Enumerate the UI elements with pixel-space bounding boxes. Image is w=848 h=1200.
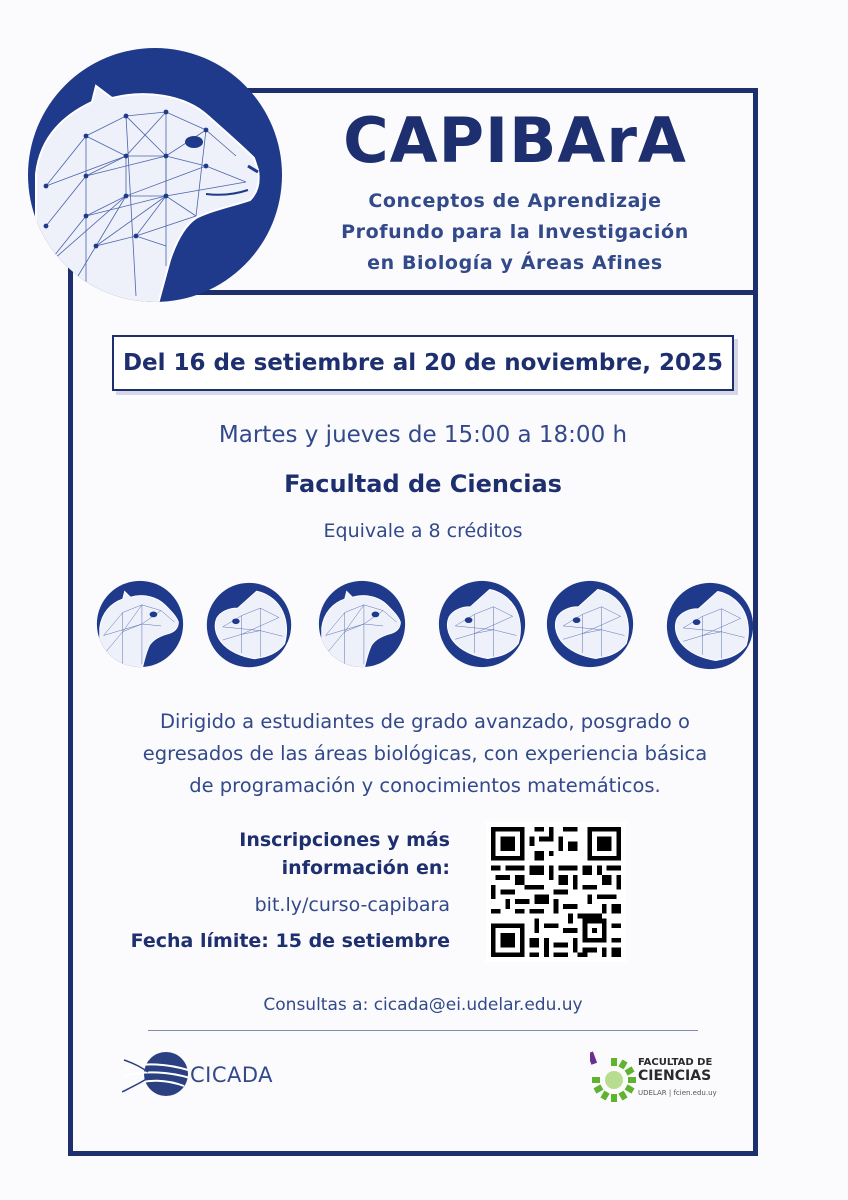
- registration-label-line: información en:: [281, 857, 450, 879]
- capybara-head-icon: [319, 581, 405, 670]
- target-line: Dirigido a estudiantes de grado avanzado, posgrado o: [160, 710, 690, 733]
- subtitle-line: en Biología y Áreas Afines: [367, 252, 663, 274]
- facultad-logo-line2: CIENCIAS: [638, 1068, 712, 1084]
- target-audience: [80, 706, 770, 802]
- course-dates: Del 16 de setiembre al 20 de noviembre, 2025: [112, 335, 734, 391]
- capybara-head-icon: [97, 581, 183, 670]
- facultad-logo-line1: FACULTAD DE: [638, 1057, 713, 1068]
- subtitle-line: Profundo para la Investigación: [341, 221, 689, 243]
- registration-link[interactable]: bit.ly/curso-capibara: [254, 894, 450, 916]
- facultad-logo-line3: UDELAR | fcien.edu.uy: [638, 1089, 717, 1097]
- registration-label: [110, 826, 450, 882]
- footer-divider: [148, 1030, 698, 1031]
- credits-text: Equivale a 8 créditos: [323, 520, 523, 542]
- target-line: de programación y conocimientos matemáticos.: [189, 774, 661, 797]
- capybara-logo-icon: [26, 46, 284, 304]
- capybara-head-icon: [439, 581, 525, 667]
- venue-text: Facultad de Ciencias: [284, 470, 562, 498]
- schedule-text: Martes y jueves de 15:00 a 18:00 h: [218, 422, 628, 448]
- subtitle-line: Conceptos de Aprendizaje: [368, 190, 662, 212]
- capybara-heads-row: [94, 576, 762, 672]
- course-title: CAPIBArA: [343, 104, 687, 177]
- qr-code-icon[interactable]: [486, 822, 626, 962]
- target-line: egresados de las áreas biológicas, con experiencia básica: [142, 742, 708, 765]
- capybara-head-icon: [667, 583, 753, 669]
- cicada-logo-text: CICADA: [190, 1063, 274, 1087]
- course-subtitle: [300, 186, 730, 279]
- contact-email: Consultas a: cicada@ei.udelar.edu.uy: [263, 995, 583, 1015]
- registration-label-line: Inscripciones y más: [239, 829, 450, 851]
- capybara-head-icon: [547, 581, 633, 667]
- capybara-head-icon: [207, 583, 291, 667]
- registration-info: [110, 826, 450, 952]
- registration-deadline: Fecha límite: 15 de setiembre: [130, 930, 450, 952]
